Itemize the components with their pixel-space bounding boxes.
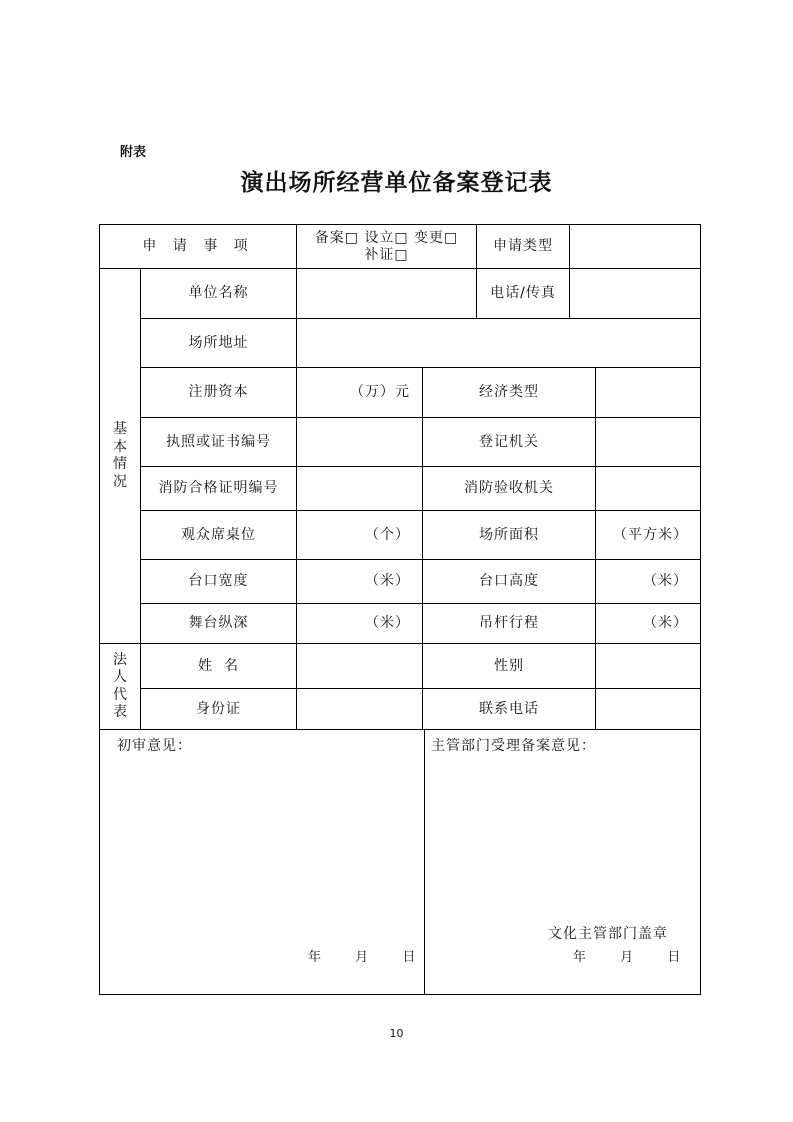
rep-name-field[interactable] <box>297 644 422 688</box>
stamp-label: 文化主管部门盖章 <box>548 926 668 942</box>
stage-height-label: 台口高度 <box>479 573 539 590</box>
unit-name-label: 单位名称 <box>188 285 249 302</box>
apply-type-label: 申请类型 <box>493 238 553 255</box>
rep-gender-label: 性别 <box>494 657 524 674</box>
stage-depth-label: 舞台纵深 <box>188 615 249 632</box>
stage-width-field[interactable]: （米） <box>365 573 410 590</box>
site-address-field[interactable] <box>297 319 700 367</box>
venue-area-label: 场所面积 <box>479 526 539 543</box>
authority-review-date <box>573 946 680 965</box>
license-number-field[interactable] <box>297 418 422 466</box>
registration-authority-field[interactable] <box>596 418 700 466</box>
section-char: 况 <box>113 473 127 490</box>
date-year: 年 <box>573 950 587 965</box>
section-char: 表 <box>113 704 127 720</box>
section-char: 代 <box>113 686 127 703</box>
license-number-label: 执照或证书编号 <box>166 433 271 450</box>
phone-fax-field[interactable] <box>570 269 700 318</box>
rigging-travel-label: 吊杆行程 <box>479 615 539 632</box>
date-month: 月 <box>355 950 369 965</box>
unit-name-field[interactable] <box>297 269 476 318</box>
authority-review-field[interactable] <box>425 755 700 915</box>
fire-cert-number-field[interactable] <box>297 467 422 510</box>
phone-fax-label: 电话/传真 <box>490 285 556 302</box>
fire-acceptance-authority-label: 消防验收机关 <box>464 480 554 497</box>
section-char: 基 <box>113 421 127 437</box>
rep-phone-field[interactable] <box>596 689 700 729</box>
basic-info-section-label <box>100 269 140 643</box>
fire-cert-number-label: 消防合格证明编号 <box>158 480 279 497</box>
registration-authority-label: 登记机关 <box>479 433 539 450</box>
border-right <box>700 224 701 995</box>
form-title: 演出场所经营单位备案登记表 <box>240 170 553 196</box>
economic-type-field[interactable] <box>596 368 700 417</box>
stage-height-field[interactable]: （米） <box>643 573 688 590</box>
initial-review-field[interactable] <box>100 755 424 935</box>
venue-area-field[interactable]: （平方米） <box>613 526 688 543</box>
stage-width-label: 台口宽度 <box>188 573 249 590</box>
rep-gender-field[interactable] <box>596 644 700 688</box>
rigging-travel-field[interactable]: （米） <box>643 615 688 632</box>
stage-depth-field[interactable]: （米） <box>365 615 410 632</box>
page-number: 10 <box>389 1027 404 1040</box>
apply-type-field[interactable] <box>570 225 700 268</box>
apply-options-line2[interactable]: 补证□ <box>364 246 409 263</box>
audience-seats-field[interactable]: （个） <box>365 526 410 543</box>
section-char: 本 <box>113 438 127 455</box>
authority-review-label: 主管部门受理备案意见： <box>431 738 596 754</box>
registered-capital-label: 注册资本 <box>188 384 249 401</box>
site-address-label: 场所地址 <box>188 334 249 351</box>
section-char: 人 <box>113 669 127 685</box>
date-year: 年 <box>308 950 322 965</box>
border-bottom <box>99 994 701 995</box>
initial-review-label: 初审意见： <box>117 738 192 754</box>
initial-review-date <box>308 946 415 965</box>
date-day: 日 <box>402 950 416 965</box>
rep-name-label: 姓 名 <box>198 657 239 674</box>
date-day: 日 <box>667 950 681 965</box>
registered-capital-field[interactable]: （万）元 <box>350 384 410 401</box>
section-char: 法 <box>113 651 127 668</box>
audience-seats-label: 观众席桌位 <box>181 526 256 543</box>
row-line <box>99 729 701 730</box>
economic-type-label: 经济类型 <box>479 384 539 401</box>
rep-id-field[interactable] <box>297 689 422 729</box>
apply-options[interactable] <box>297 225 476 268</box>
date-month: 月 <box>620 950 634 965</box>
apply-options-line1[interactable]: 备案□ 设立□ 变更□ <box>314 229 459 246</box>
fire-acceptance-authority-field[interactable] <box>596 467 700 510</box>
apply-item-label: 申 请 事 项 <box>142 238 254 255</box>
rep-phone-label: 联系电话 <box>479 700 539 717</box>
appendix-label: 附表 <box>120 145 147 160</box>
rep-id-label: 身份证 <box>196 700 241 717</box>
section-char: 情 <box>113 456 127 472</box>
legal-rep-section-label <box>100 644 140 729</box>
